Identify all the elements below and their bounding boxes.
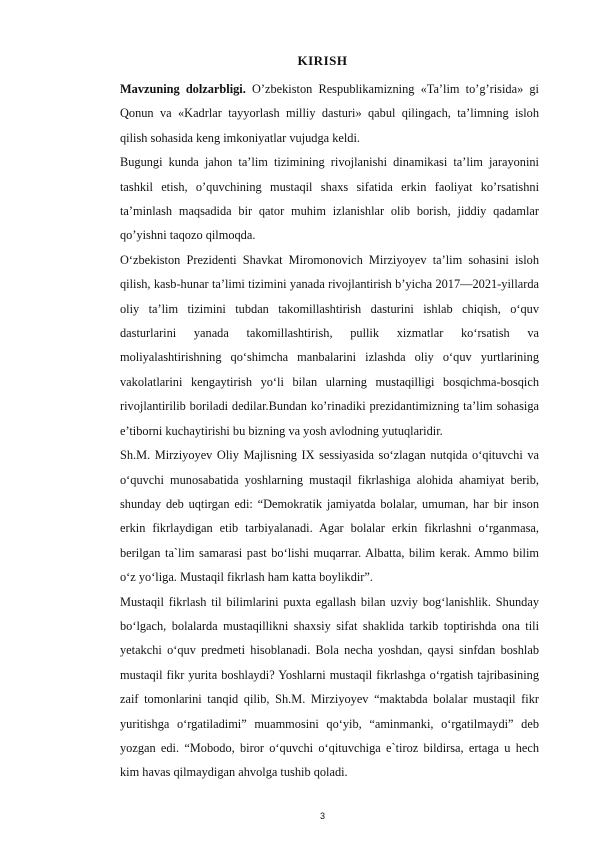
paragraph-relevance bbox=[120, 77, 539, 150]
paragraph-text: O‘zbekiston Prezidenti Shavkat Miromonovich Mirziyoyev ta’lim sohasini isloh qilish, kasb-hunar ta’limi tizimini yanada rivojlantirish b’yicha 2017—2021-yillarda oliy ta’lim tizimini tubdan takomillashtirish dasturini ishlab chiqish, o‘quv dasturlarini yanada takomillashtirish, pullik xizmatlar ko‘rsatish va moliyalashtirishning qo‘shimcha manbalarini izlashda oliy o‘quv yurtlarining vakolatlarini kengaytirish yo‘li bilan ularning mustaqilligi bosqichma-bosqich rivojlantirilib boriladi dedilar.Bundan ko’rinadiki prezidantimizning ta’lim sohasiga e’tiborni kuchaytirishi bu bizning va yosh avlodning yutuqlaridir. bbox=[120, 252, 539, 438]
paragraph-speech-quote bbox=[120, 443, 539, 589]
paragraph-text: Bugungi kunda jahon ta’lim tizimining rivojlanishi dinamikasi ta’lim jarayonini tashkil etish, o’quvchining mustaqil shaxs sifatida erkin faoliyat ko’rsatishni ta’minlash maqsadida bir qator muhim izlanishlar olib borish, jiddiy qadamlar qo’yishni taqozo qilmoqda. bbox=[120, 155, 539, 243]
page-number: 3 bbox=[319, 811, 325, 821]
paragraph-independent-thinking bbox=[120, 590, 539, 785]
paragraph-president-reform bbox=[120, 248, 539, 443]
page-title: KIRISH bbox=[297, 53, 348, 68]
paragraph-world-education bbox=[120, 150, 539, 248]
paragraph-text: O’zbekiston Respublikamizning «Ta’lim to’g’risida» gi Qonun va «Kadrlar tayyorlash milliy dasturi» qabul qilingach, ta’limning isloh qilish sohasida keng imkoniyatlar vujudga keldi. bbox=[120, 82, 539, 145]
paragraph-lead: Mavzuning dolzarbligi. bbox=[120, 82, 246, 96]
document-body bbox=[120, 77, 539, 785]
paragraph-text: Sh.M. Mirziyoyev Oliy Majlisning IX sessiyasida so‘zlagan nutqida o‘qituvchi va o‘quvchi munosabatida yoshlarning mustaqil fikrlashiga alohida ahamiyat berib, shunday deb uqtirgan edi: “Demokratik jamiyatda bolalar, umuman, har bir inson erkin fikrlaydigan etib tarbiyalanadi. Agar bolalar erkin fikrlashni o‘rganmasa, berilgan ta`lim samarasi past bo‘lishi muqarrar. Albatta, bilim kerak. Ammo bilim o‘z yo‘liga. Mustaqil fikrlash ham katta boylikdir”. bbox=[120, 448, 539, 585]
paragraph-text: Mustaqil fikrlash til bilimlarini puxta egallash bilan uzviy bog‘lanishlik. Shunday bo‘lgach, bolalarda mustaqillikni shaxsiy sifat shaklida tarkib toptirishda ona tili yetakchi o‘quv predmeti hisoblanadi. Bola necha yoshdan, qaysi sinfdan boshlab mustaqil fikr yurita boshlaydi? Yoshlarni mustaqil fikrlashga o‘rgatish tajribasining zaif tomonlarini tanqid qilib, Sh.M. Mirziyoyev “maktabda bolalar mustaqil fikr yuritishga o‘rgatiladimi” muammosini qo‘yib, “aminmanki, o‘rgatilmaydi” deb yozgan edi. “Mobodo, biror o‘quvchi o‘qituvchiga e`tiroz bildirsa, ertaga u hech kim havas qilmaydigan ahvolga tushib qoladi. bbox=[120, 594, 539, 780]
